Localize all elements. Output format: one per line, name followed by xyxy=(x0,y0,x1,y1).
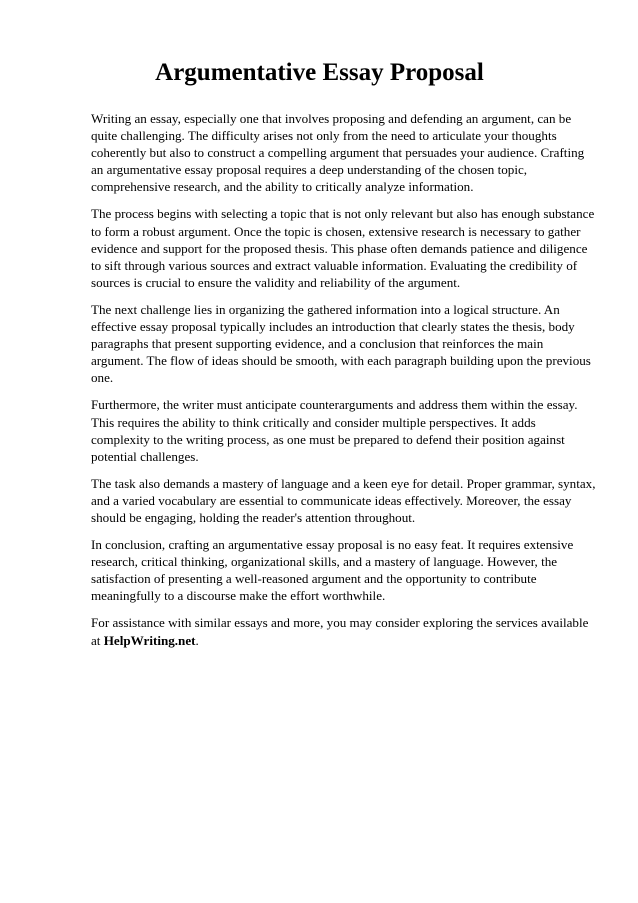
helpwriting-link[interactable]: HelpWriting.net xyxy=(103,632,196,648)
paragraph-organization: The next challenge lies in organizing the gathered information into a logical structure. An effective essay proposal typically includes an introduction that clearly states the thesis, body paragraphs that present supporting evidence, and a conclusion that reinforces the main argument. The flow of ideas should be smooth, with each paragraph building upon the previous one. xyxy=(91,301,591,386)
paragraph-topic-selection: The process begins with selecting a topic that is not only relevant but also has enough substance to form a robust argument. Once the topic is chosen, extensive research is necessary to gather evidence and support for the proposed thesis. This phase often demands patience and diligence to sift through various sources and extract valuable information. Evaluating the credibility of sources is crucial to ensure the validity and reliability of the argument. xyxy=(91,206,595,290)
closing-end: . xyxy=(195,632,199,648)
paragraph-closing xyxy=(91,614,596,648)
page-title: Argumentative Essay Proposal xyxy=(155,59,484,86)
closing-text: For assistance with similar essays and more, you may consider exploring the services available at xyxy=(91,615,589,648)
paragraph-conclusion: In conclusion, crafting an argumentative essay proposal is no easy feat. It requires extensive research, critical thinking, organizational skills, and a mastery of language. However, the satisfaction of presenting a well-reasoned argument and the opportunity to contribute meaningfully to a discourse make the effort worthwhile. xyxy=(91,537,574,604)
paragraph-counterarguments: Furthermore, the writer must anticipate counterarguments and address them within the essay. This requires the ability to think critically and consider multiple perspectives. It adds complexity to the writing process, as one must be prepared to defend their position against potential challenges. xyxy=(91,397,578,464)
paragraph-language: The task also demands a mastery of language and a keen eye for detail. Proper grammar, syntax, and a varied vocabulary are essential to communicate ideas effectively. Moreover, the essay should be engaging, holding the reader's attention throughout. xyxy=(91,475,596,525)
paragraph-intro: Writing an essay, especially one that involves proposing and defending an argument, can be quite challenging. The difficulty arises not only from the need to articulate your thoughts coherently but also to construct a compelling argument that persuades your audience. Crafting an argumentative essay proposal requires a deep understanding of the chosen topic, comprehensive research, and the ability to critically analyze information. xyxy=(91,111,585,195)
